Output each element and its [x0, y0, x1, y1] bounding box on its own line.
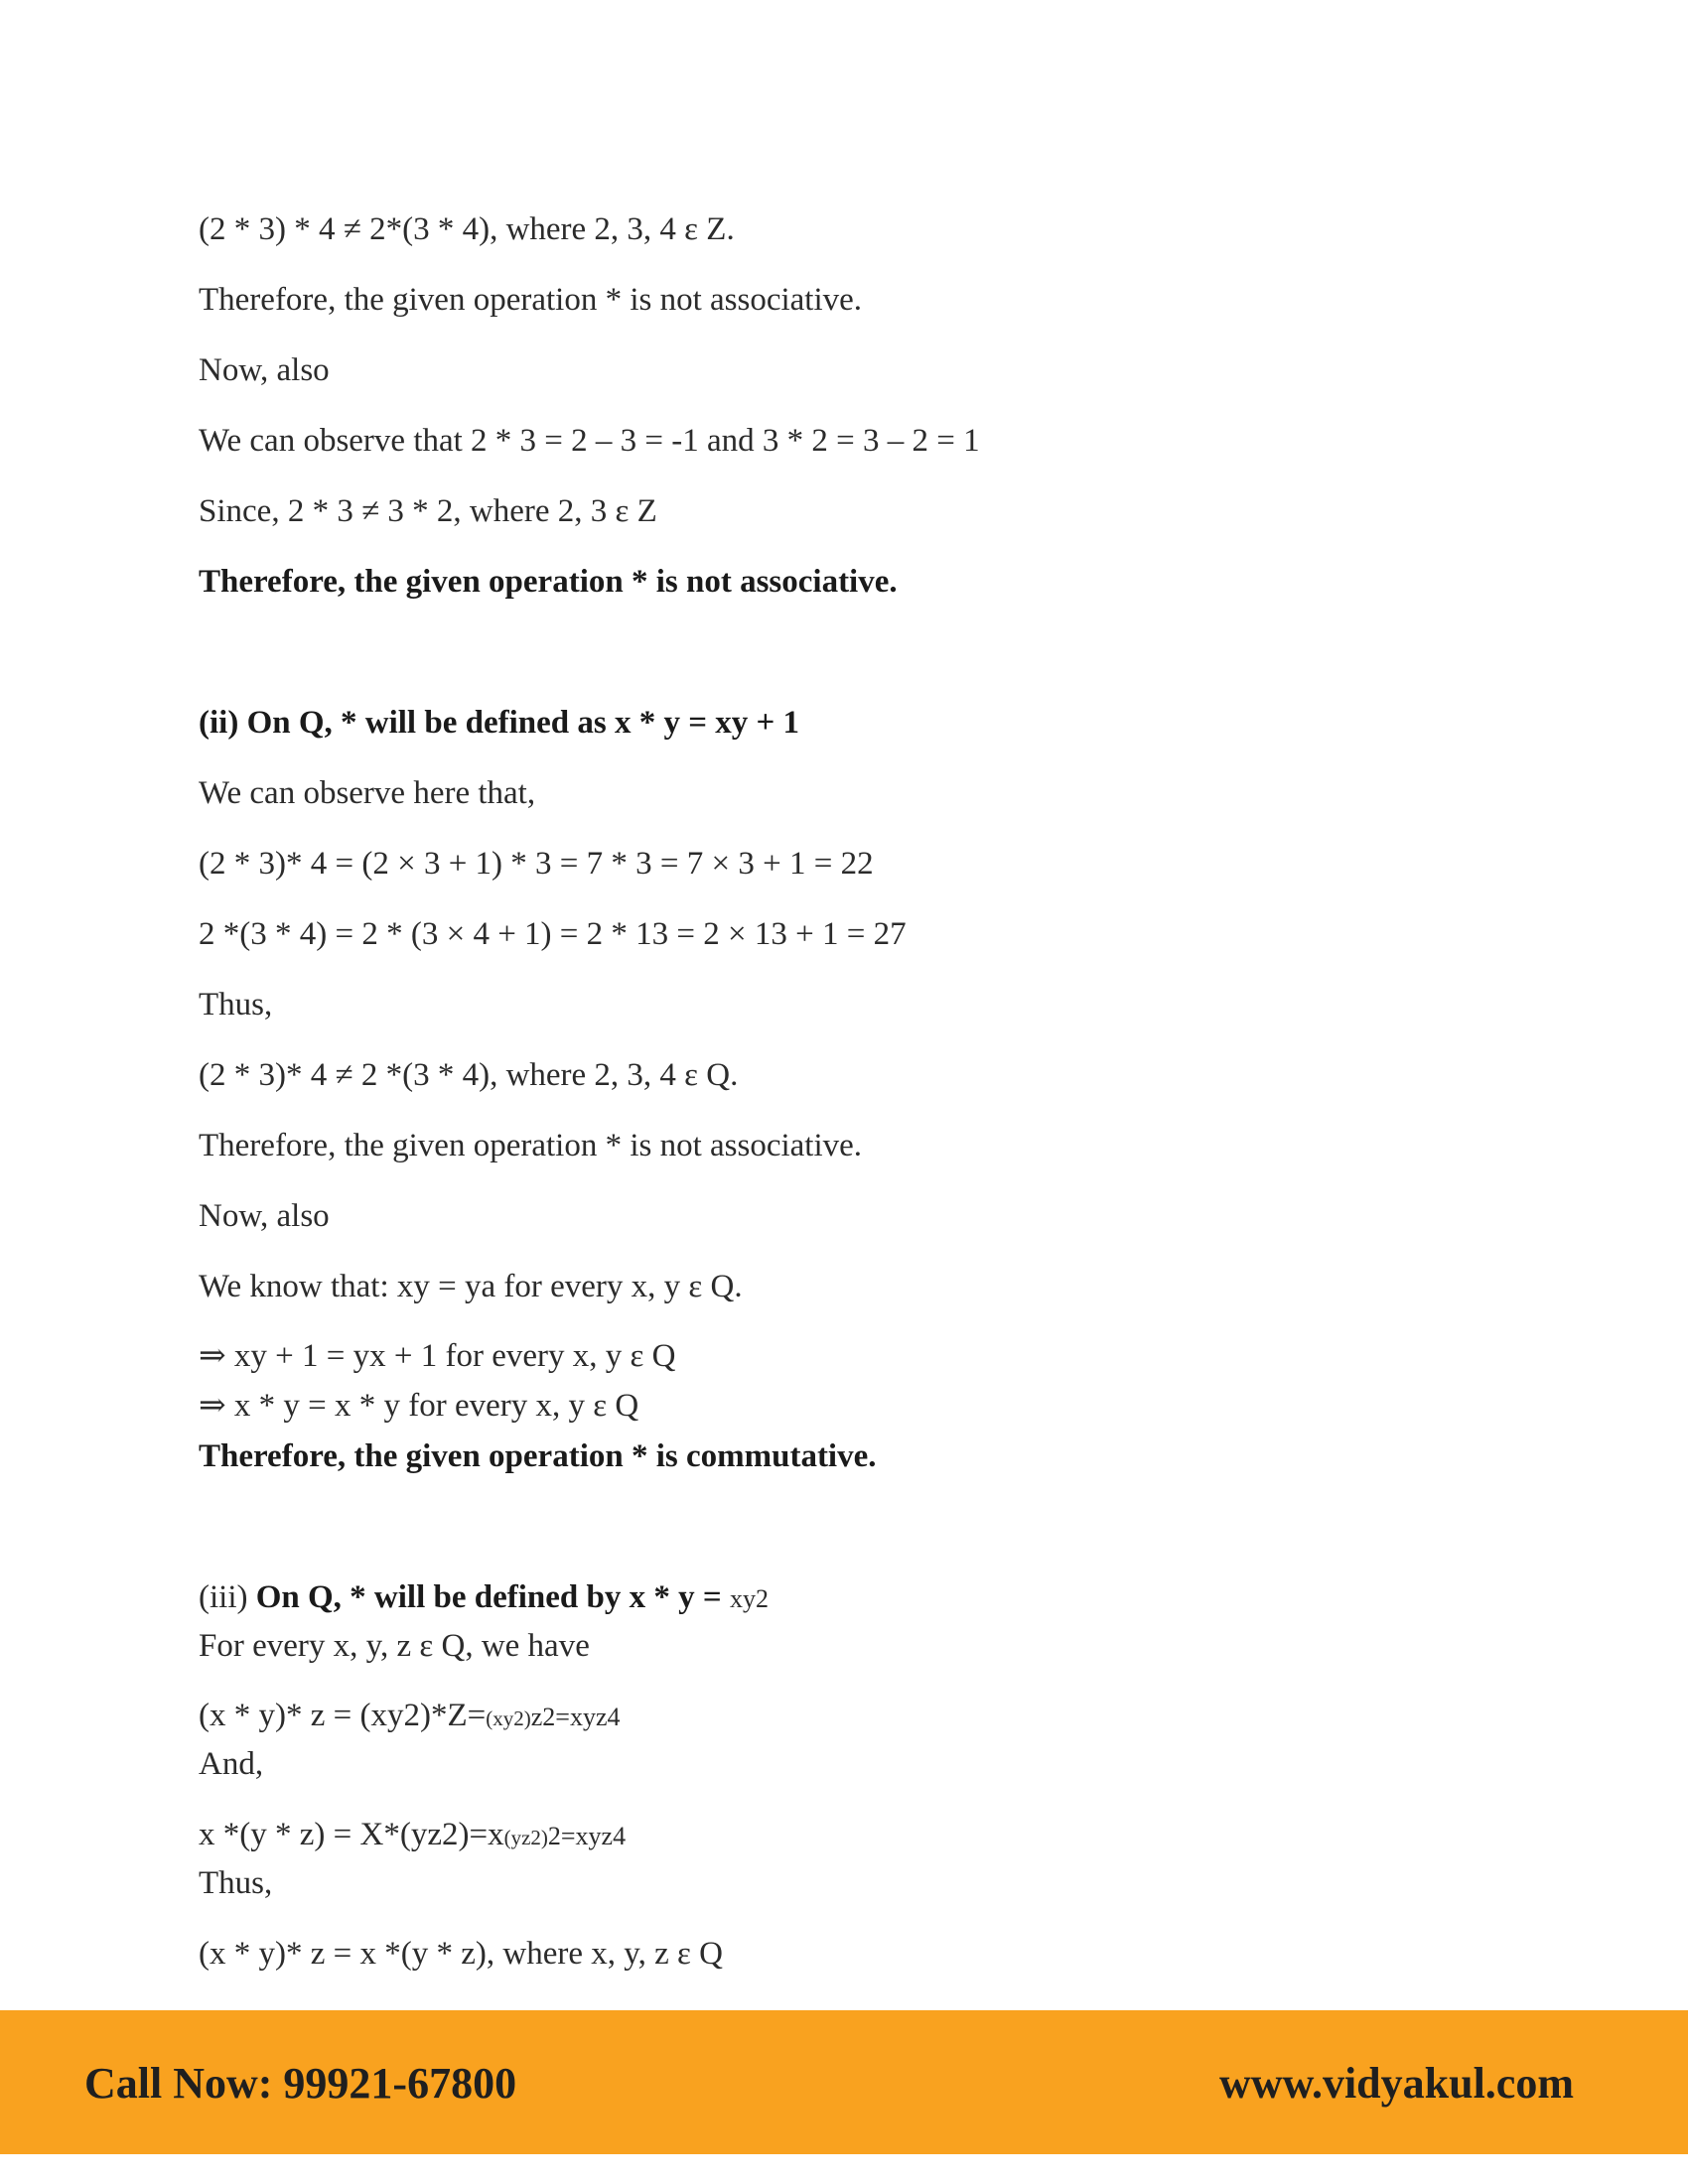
text-line: Since, 2 * 3 ≠ 3 * 2, where 2, 3 ε Z	[199, 493, 657, 529]
text-line: Now, also	[199, 1198, 330, 1234]
equation-part: 2=xyz4	[547, 1822, 627, 1850]
equation-part: (yz2)	[503, 1826, 548, 1849]
text-line: We know that: xy = ya for every x, y ε Q.	[199, 1269, 743, 1304]
implication-line: ⇒ x * y = x * y for every x, y ε Q	[199, 1388, 639, 1424]
section-heading	[199, 1577, 769, 1619]
conclusion-line: Therefore, the given operation * is commutative.	[199, 1438, 877, 1474]
text-line: (2 * 3)* 4 = (2 × 3 + 1) * 3 = 7 * 3 = 7 × 3 + 1 = 22	[199, 846, 874, 882]
text-line: For every x, y, z ε Q, we have	[199, 1628, 590, 1664]
footer-banner	[0, 2010, 1688, 2154]
text-line: (x * y)* z = x *(y * z), where x, y, z ε Q	[199, 1936, 723, 1972]
section-heading-bold: On Q, * will be defined by x * y =	[255, 1579, 730, 1615]
conclusion-line: Therefore, the given operation * is not associative.	[199, 564, 898, 600]
text-line: (2 * 3)* 4 ≠ 2 *(3 * 4), where 2, 3, 4 ε Q.	[199, 1057, 739, 1093]
equation-line	[199, 1696, 621, 1738]
website-link[interactable]: www.vidyakul.com	[1219, 2059, 1574, 2108]
equation-lhs: (x * y)* z =	[199, 1698, 360, 1733]
text-line: 2 *(3 * 4) = 2 * (3 × 4 + 1) = 2 * 13 = 2 × 13 + 1 = 27	[199, 916, 907, 952]
equation-lhs: x *(y * z) =	[199, 1817, 360, 1852]
text-line: And,	[199, 1746, 264, 1782]
equation-line	[199, 1815, 626, 1857]
text-line: Therefore, the given operation * is not associative.	[199, 1128, 863, 1163]
equation-part: (xy2)	[486, 1706, 531, 1730]
equation-part: X*(yz2)=x	[359, 1817, 504, 1852]
formula: xy2	[729, 1584, 769, 1613]
text-line: We can observe here that,	[199, 775, 536, 811]
call-now-text[interactable]: Call Now: 99921-67800	[84, 2059, 517, 2108]
text-line: (2 * 3) * 4 ≠ 2*(3 * 4), where 2, 3, 4 ε Z.	[199, 211, 735, 247]
implication-line: ⇒ xy + 1 = yx + 1 for every x, y ε Q	[199, 1338, 676, 1374]
equation-part: z2=xyz4	[530, 1703, 621, 1731]
text-line: Thus,	[199, 987, 273, 1023]
section-prefix: (iii)	[199, 1579, 256, 1615]
text-line: Now, also	[199, 352, 330, 388]
text-line: We can observe that 2 * 3 = 2 – 3 = -1 and 3 * 2 = 3 – 2 = 1	[199, 423, 980, 459]
equation-part: (xy2)*Z=	[359, 1698, 487, 1733]
text-line: Therefore, the given operation * is not associative.	[199, 282, 863, 318]
section-heading: (ii) On Q, * will be defined as x * y = xy + 1	[199, 705, 800, 741]
text-line: Thus,	[199, 1865, 273, 1901]
